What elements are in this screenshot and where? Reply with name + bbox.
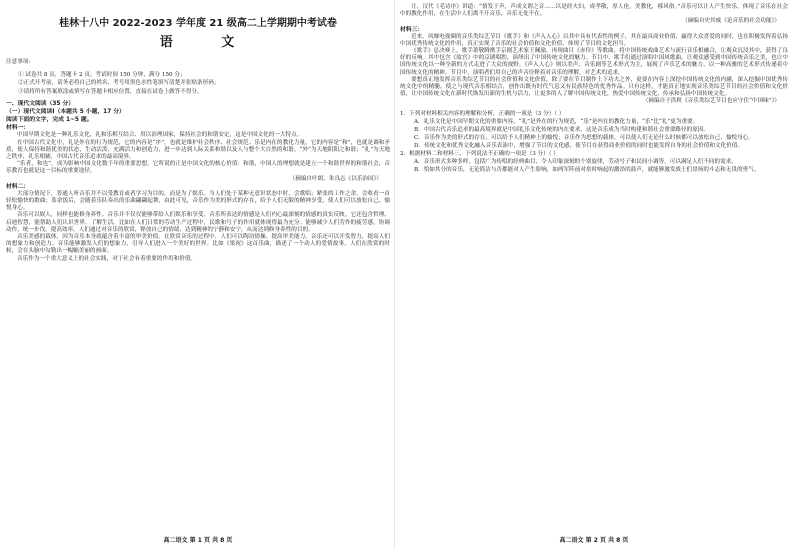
right-page bbox=[400, 0, 788, 550]
question-2-option-b: B．恰如其分的音乐，无论简洁与否都能对人产生影响，如两军阵前对垒时响起的激昂的鼓声，就能够激发战士们昂扬的斗志和无畏的勇气。 bbox=[414, 167, 760, 174]
question-1-option-b: B．中国古代音乐追求的最高境界就是中国礼乐文化传统的内在要求，这是音乐成为当时构建和谐社会重要路径的原因。 bbox=[414, 127, 709, 134]
material1-paragraph: 中国早期文化是一种礼乐文化，礼和乐相互结合、用以治理国家，保持社会的和谐安定，这是中国文化的一大特点。 bbox=[17, 132, 303, 139]
material2-continued: 让，汉代《毛诗序》讲道：“情发于声，声成文谓之音……以是经夫妇，成孝敬，厚人伦，美教化，移风俗。”音乐可以让人产生快乐，体现了音乐在社会中的教化作用，在生活中人们离不开音乐，音乐无处不在。 bbox=[400, 4, 788, 18]
question-1-stem: 1．下列对材料相关内容的理解和分析，正确的一项是（3 分）（ ） bbox=[400, 110, 565, 117]
question-1-option-c: C．音乐作为美的形式的存在，可以给予人们精神上的愉悦；音乐作为思想的载体，可以使人们无论什么时候都可以放松自己、愉悦身心。 bbox=[414, 135, 754, 142]
material3-paragraph: 《歌手》总决赛上，歌手萧敬腾携手京剧艺术家王珮瑜，再现曲目《赤伶》等歌曲，将中国传统戏曲艺术与流行音乐相融合，让观众沉浸其中，获得了良好的反响。其中包含《故宫》中的京剧唱腔，演绎出了中国传统文化的魅力。节目中，歌手们通过演唱中国风歌曲，让观众感受到中国传统音乐之美，也让中国传统文化以一种全新的方式走进了大众的视野。《声入人心》则以美声、音乐剧等艺术形式为主，展现了声乐艺术的魅力，以一种高雅的艺术形式传递着中国传统文化的精神。节目中，演唱者们用自己的声音诠释着对音乐的理解，对艺术的追求。 bbox=[400, 48, 788, 76]
material2-source: （摘编自史其威《论音乐的社会功能》） bbox=[682, 18, 780, 25]
material1-paragraph: “乐者，和也”，成为影响中国文化数千年的重要思想，它所说的正是中国文化的核心价值：和谐，中国人的理想就是建立一个和谐世界的和谐社会，音乐教育也就是这一目标的重要途径。 bbox=[6, 161, 390, 175]
material1-label: 材料一： bbox=[6, 125, 30, 132]
reading-instruction: 阅读下面的文字，完成 1~5 题。 bbox=[6, 117, 93, 124]
section-heading: 一、现代文阅读（35 分） bbox=[6, 101, 75, 108]
question-2-option-a: A．音乐形式多种多样，包括广为传唱的经典曲目、令人印象深刻的个别旋律，劳动号子和民间小调等，可以满足人们不同的需求。 bbox=[414, 158, 737, 165]
left-page bbox=[6, 0, 390, 550]
exam-title: 桂林十八中 2022-2023 学年度 21 级高二上学期期中考试卷 bbox=[59, 18, 337, 29]
material1-source: （摘编自叶朗、朱良志《以乐治国》） bbox=[289, 175, 382, 182]
material3-paragraph: 近来，风靡电视圈的音乐类综艺节目《歌手》和《声入人心》以其中具有代表性的例子，其在最具商业价值，赢得大众喜爱的同时，也在积极发挥着弘扬中国优秀传统文化的作用，真正实现了音乐的社会价值和文化价值，体现了节目的文化担当。 bbox=[400, 33, 788, 47]
material3-paragraph: 要想真正地发挥音乐类综艺节目的社会价值和文化价值，除了要在节目制作上下功夫之外，更要在内容上深挖中国传统文化的内涵，深入挖掘中国优秀传统文化中的精髓，使之与现代音乐相结合，创作出既有时代气息又有民族特色的优秀作品。只有这样，才能真正地实现音乐类综艺节目的社会价值和文化价值，让中国传统文化在新时代焕发出新的生机与活力，让更多的人了解中国传统文化，热爱中国传统文化，传承和弘扬中国传统文化。 bbox=[400, 76, 788, 98]
notice-heading: 注意事项: bbox=[6, 59, 31, 65]
notice-item: ① 试卷共 8 页，答题卡 2 页。考试时间 150 分钟，满分 150 分； bbox=[18, 71, 186, 78]
page-footer-left: 高二语文 第 1 页 共 8 页 bbox=[163, 537, 233, 544]
page-footer-right: 高二语文 第 2 页 共 8 页 bbox=[559, 537, 629, 544]
material3-label: 材料三： bbox=[400, 26, 424, 33]
material3-source: （摘编自于洪秋《音乐类综艺节目也应守住“中国味”》） bbox=[642, 98, 780, 105]
question-1-option-a: A．礼乐文化是中国早期文化的重要内容，“礼”是外在的行为规范，“乐”是内在的教化力量，“乐”比“礼”更为重要。 bbox=[414, 118, 699, 125]
question-2-stem: 2．根据材料二和材料三，下列说法不正确的一项是（3 分）（ ） bbox=[400, 150, 559, 157]
material2-paragraph: 音乐可以娱人，同样也能修身养性。音乐并不仅仅能够带给人们娱乐和享受，音乐所表达的情感是人们内心最深刻的情感的真实反映。它还包含哲理、启迪智慧，能帮助人们认识世界，了解生活。比如在人们日常的劳动生产过程中，民歌和号子的作用就体现得最为充分。能够减少人们劳作的疲劳感，协调动作，统一步伐，提高效率。人们通过对音乐的欣赏，释放自己的情绪，达到精神的宁静和安宁，从而达到修身养性的目的。 bbox=[6, 212, 390, 233]
question-1-option-d: D．传统文化和优秀文化融入音乐表演中，增强了节目的文化感，使节目在获得商业价值的同时也能发挥自身的社会价值和文化价值。 bbox=[414, 143, 743, 150]
material1-paragraph: 在中国古代文化中，礼是外在的行为规范，它的内容是“序”，也就是维护社会秩序、社会规范；乐是内在的教化力量，它的内容是“和”，也就是调和矛盾，使人保持和谐优美的状态，生动活泼、充满活力和创造力，进一步达到人际关系和谐以及人与整个大自然的和谐。“外”为天地阴阳之和谐；“礼”为天地之秩序，礼乐相辅，中国古代音乐追求的最高境界。 bbox=[6, 139, 390, 160]
material2-paragraph: 音乐美感的载体，因为音乐本身就蕴含着丰富的审美价值。在欣赏音乐的过程中，人们可以陶冶情操、提高审美能力。音乐还可以开发智力，提高人们的想象力和创造力。音乐能够激发人们的想象力，引导人们进入一个美好的世界。比如《梁祝》这首乐曲，描述了一个动人的爱情故事，人们在欣赏的时候，会在头脑中勾勒出一幅幅美丽的画面。 bbox=[6, 234, 390, 255]
notice-list bbox=[18, 71, 390, 97]
page-divider bbox=[394, 0, 395, 550]
material2-label: 材料二： bbox=[6, 183, 30, 190]
exam-subject: 语 文 bbox=[159, 35, 257, 50]
notice-item: ③请将所有答案填涂或填写在答题卡相应位置，直接在试卷上做答不得分。 bbox=[18, 88, 203, 95]
material2-paragraph: 音乐作为一个重大意义上的社会实践，对于社会有着重要的作用和价值。 bbox=[17, 255, 197, 262]
notice-item: ②正式开考前，请务必将自己的姓名、考号用黑色水性笔填写清楚并张贴条形码； bbox=[18, 80, 220, 87]
material2-paragraph: 大部分情况下，普通人听音乐并不以受教育或者学习为目的，而是为了娱乐。当人们处于某种无意识状态中时，会歌唱；紧张的工作之余，会收看一首轻松愉快的歌曲；茶余饭后，会随着乐队奏出的乐曲翩翩起舞，由此可见，音乐作为美的形式的存在，给予人们无限的精神享受，使人们可以放松自己、愉悦身心。 bbox=[6, 190, 390, 212]
subsection-heading: （一）现代文阅读Ⅰ（本题共 5 小题，17 分） bbox=[6, 109, 125, 116]
